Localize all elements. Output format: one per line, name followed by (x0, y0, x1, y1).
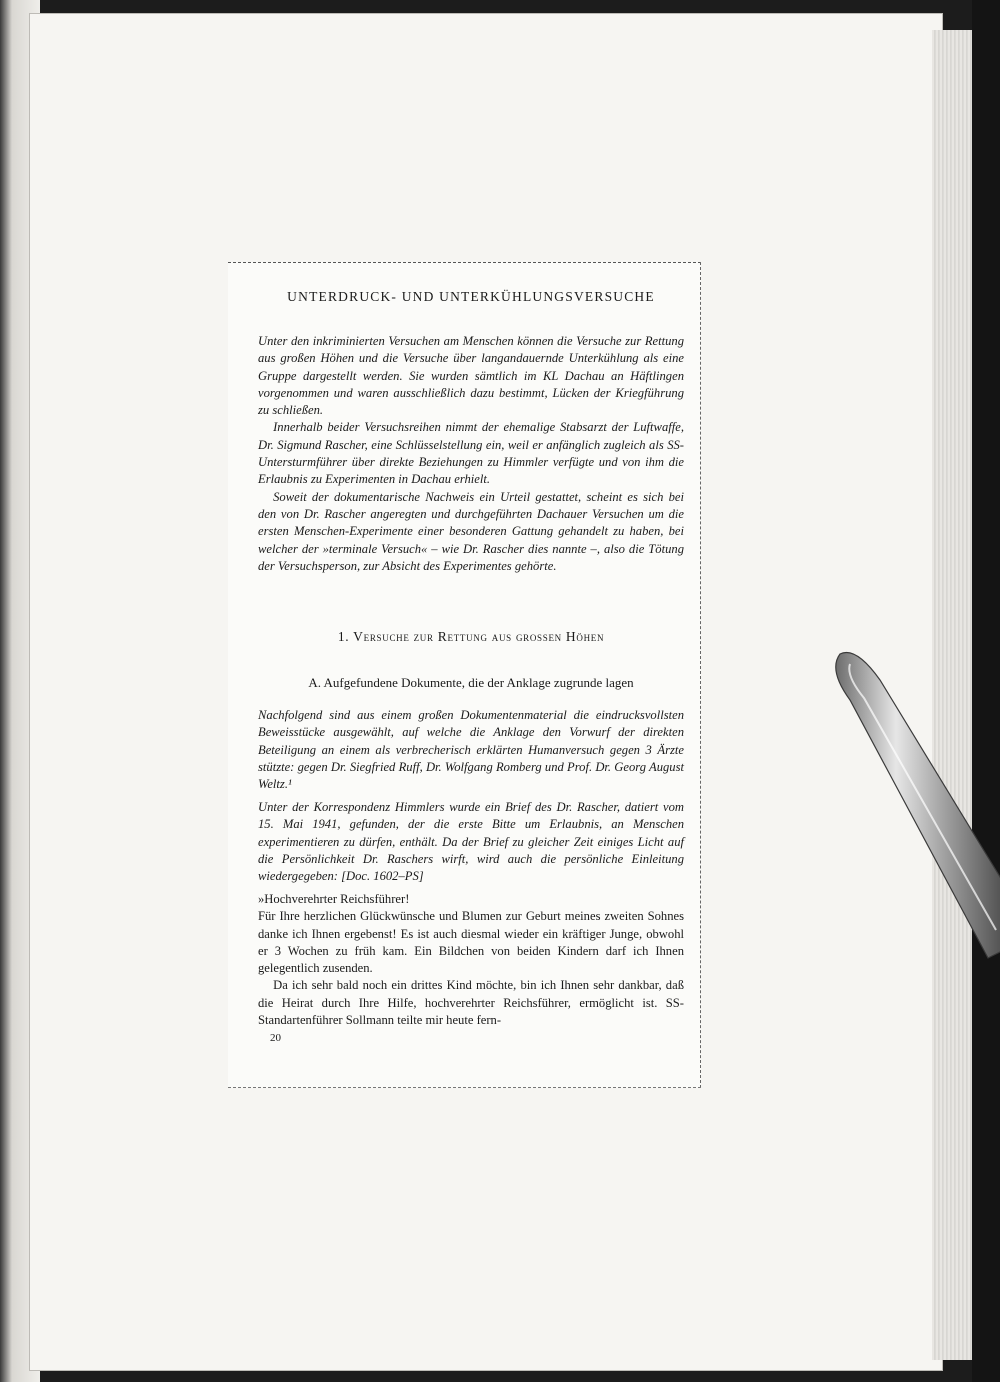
letter-salutation: »Hochverehrter Reichsführer! (258, 892, 410, 906)
letter-intro: Unter der Korrespondenz Himmlers wurde ein Brief des Dr. Rascher, datiert vom 15. Mai 1941, gefunden, der die erste Bitte um Erlaubnis, an Menschen experimentieren zu dürfen, enthält. Da der Brief zu gleicher Zeit einiges Licht auf die Persönlichkeit Dr. Raschers wirft, wird auch die persönliche Einleitung wiedergegeben: [Doc. 1602–PS] (258, 800, 684, 884)
letter-block (258, 891, 684, 1029)
letter-paragraph-2: Da ich sehr bald noch ein drittes Kind möchte, bin ich Ihnen sehr dankbar, daß die Heirat durch Ihre Hilfe, hochverehrter Reichsführer, ermöglicht ist. SS-Standartenführer Sollmann teilte mir heute fern- (258, 978, 684, 1028)
page-number: 20 (270, 1032, 281, 1044)
chapter-heading: 1. Versuche zur Rettung aus grossen Höhen (337, 629, 605, 644)
intro-block (258, 333, 684, 575)
intro-paragraph-3: Soweit der dokumentarische Nachweis ein Urteil gestattet, scheint es sich bei den von Dr. Rascher angeregten und durchgeführten Dachauer Versuchen um die ersten Menschen-Experimente einer besonderen Gattung gehandelt zu haben, bei welcher der »terminale Versuch« – wie Dr. Rascher dies nannte –, also die Tötung der Versuchsperson, zur Absicht des Experimentes gehörte. (258, 489, 684, 573)
running-head: UNTERDRUCK- UND UNTERKÜHLUNGSVERSUCHE (287, 289, 655, 304)
section-intro: Nachfolgend sind aus einem großen Dokumentenmaterial die eindrucksvollsten Beweisstücke ausgewählt, auf welche die Anklage den Vorwurf der direkten Beteiligung an einem als verbrecherisch erklärten Humanversuch gegen 3 Ärzte stützte: gegen Dr. Siegfried Ruff, Dr. Wolfgang Romberg und Prof. Dr. Georg August Weltz.¹ (258, 708, 684, 792)
intro-paragraph-2: Innerhalb beider Versuchsreihen nimmt der ehemalige Stabsarzt der Luftwaffe, Dr. Sigmund Rascher, eine Schlüsselstellung ein, weil er anfänglich zugleich als SS-Untersturmführer über direkte Beziehungen zu Himmler verfügte und von ihm die Erlaubnis zu Experimenten in Dachau erhielt. (258, 420, 684, 487)
intro-paragraph-1: Unter den inkriminierten Versuchen am Menschen können die Versuche zur Rettung aus großen Höhen und die Versuche über langandauernde Unterkühlung als eine Gruppe dargestellt werden. Sie wurden sämtlich im KL Dachau an Häftlingen vorgenommen und waren ausschließlich dazu bestimmt, Lücken der Kriegführung zu schließen. (258, 334, 684, 418)
tweezers-icon (820, 640, 1000, 980)
section-heading: A. Aufgefundene Dokumente, die der Anklage zugrunde lagen (308, 675, 634, 690)
letter-paragraph-1: Für Ihre herzlichen Glückwünsche und Blumen zur Geburt meines zweiten Sohnes danke ich Ihnen ergebenst! Es ist auch diesmal wieder ein kräftiger Junge, obwohl er 3 Wochen zu früh kam. Ein Bildchen von beiden Kindern darf ich Ihnen gelegentlich zusenden. (258, 909, 684, 976)
